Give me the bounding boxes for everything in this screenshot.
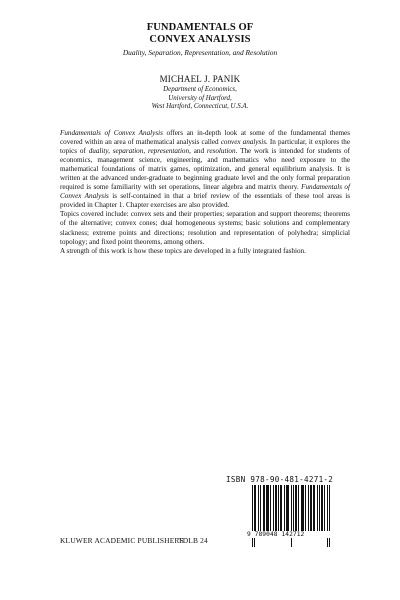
description-text-run: offers an in-depth look at some of the fundamental themes covered within an area of mathematical analysis called bbox=[60, 129, 351, 147]
publisher-name: KLUWER ACADEMIC PUBLISHERS bbox=[60, 536, 184, 545]
barcode-bar bbox=[263, 485, 264, 531]
description-text-run: The work is intended for students of economics, management science, engineering, and mathematics who need exposure to the mathematical foundations of matrix games, optimization, and general equilibrium analysis. It is written at the advanced under-graduate to beginning graduate level and the only formal preparation required is some familiarity with set operations, linear algebra and matrix theory. bbox=[60, 147, 350, 192]
description-text-run: In particular, it explores the topics of bbox=[60, 138, 350, 156]
barcode-bar bbox=[310, 485, 311, 531]
barcode-bar bbox=[278, 485, 279, 531]
author-university: University of Hartford, bbox=[168, 94, 232, 102]
barcode-bar bbox=[317, 485, 318, 531]
barcode-bar bbox=[313, 485, 314, 531]
book-title-line-1: FUNDAMENTALS OF bbox=[146, 22, 254, 33]
barcode-bar bbox=[296, 485, 297, 531]
barcode-bar bbox=[314, 485, 315, 531]
barcode-bar bbox=[298, 485, 299, 531]
barcode-bar bbox=[321, 485, 322, 531]
author-department: Department of Economics, bbox=[163, 86, 237, 93]
barcode-bar bbox=[295, 485, 296, 531]
barcode-bar bbox=[270, 485, 271, 531]
author-name: MICHAEL J. PANIK bbox=[159, 74, 241, 84]
barcode-bar bbox=[319, 485, 320, 531]
isbn: ISBN 978-90-481-4271-2 bbox=[226, 475, 334, 484]
description-italic-run: duality, separation, representation, bbox=[88, 147, 191, 156]
series-code: TDLB 24 bbox=[178, 536, 208, 545]
barcode-bar bbox=[276, 485, 277, 531]
barcode-bar bbox=[267, 485, 268, 531]
barcode-bar bbox=[308, 485, 309, 531]
barcode-bar bbox=[255, 485, 256, 531]
description-paragraph-3: A strength of this work is how these topics are developed in a fully integrated fashion. bbox=[60, 246, 306, 255]
barcode-bar bbox=[258, 485, 259, 531]
barcode-bar bbox=[284, 485, 285, 531]
description-text-run: is self-contained in that a brief review of the essentials of these tool areas is provided in Chapter 1. Chapter exercises are also provided. bbox=[60, 192, 350, 210]
barcode-bar bbox=[280, 485, 281, 531]
barcode-bar bbox=[260, 485, 261, 531]
barcode-bar bbox=[311, 485, 312, 531]
barcode-bar bbox=[305, 485, 306, 531]
barcode-bar bbox=[322, 485, 323, 531]
description-paragraph-2: Topics covered include: convex sets and their properties; separation and support theorems; theorems of the alternative; convex cones; dual homogeneous systems; basic solutions and complementary slackness; extreme points and directions; resolution and representation of polyhedra; simplicial topology; and fixed point theorems, among others. bbox=[60, 210, 350, 246]
description-italic-run: convex analysis. bbox=[220, 138, 268, 147]
barcode-bar bbox=[266, 485, 267, 531]
title-block bbox=[0, 22, 400, 57]
barcode-bar bbox=[287, 485, 288, 531]
barcode-bar bbox=[273, 485, 274, 531]
barcode-bar bbox=[281, 485, 282, 531]
barcode-bar bbox=[286, 485, 287, 531]
description-italic-run: Fundamentals of Convex Analysis bbox=[60, 183, 350, 201]
barcode-bar bbox=[302, 485, 303, 531]
book-description bbox=[60, 129, 350, 256]
book-title-line-2: CONVEX ANALYSIS bbox=[149, 34, 251, 45]
barcode-number: 9 789048 142712 bbox=[247, 531, 333, 538]
book-subtitle: Duality, Separation, Representation, and Resolution bbox=[122, 48, 278, 57]
author-location: West Hartford, Connecticut, U.S.A. bbox=[151, 103, 249, 111]
barcode-bar bbox=[275, 485, 276, 531]
description-italic-run: Fundamentals of Convex Analysis bbox=[60, 129, 163, 137]
barcode-bar bbox=[264, 485, 265, 531]
barcode-bar bbox=[268, 485, 269, 531]
barcode-bar bbox=[288, 485, 289, 531]
barcode-bar bbox=[303, 485, 304, 531]
description-paragraph-1 bbox=[60, 129, 350, 210]
description-text-run: and bbox=[190, 147, 207, 156]
barcode-bar bbox=[301, 485, 302, 531]
barcode-bar bbox=[293, 485, 294, 531]
barcode-bar bbox=[324, 485, 325, 531]
description-italic-run: resolution. bbox=[206, 147, 238, 156]
author-block bbox=[0, 74, 400, 112]
